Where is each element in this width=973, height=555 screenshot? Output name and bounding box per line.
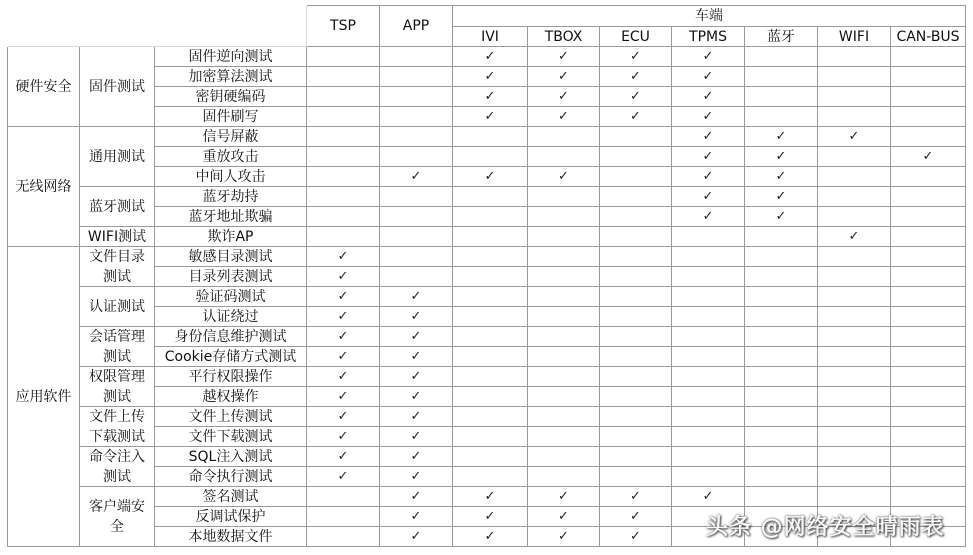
row-11-mark-4 [528, 247, 600, 267]
row-8-mark-3 [453, 187, 528, 207]
row-3-mark-7 [745, 87, 818, 107]
row-18-mark-7 [745, 387, 818, 407]
row-22-mark-2: ✓ [380, 467, 453, 487]
row-14-item: 认证绕过 [155, 307, 307, 327]
group-11: 客户端安 全 [80, 487, 155, 547]
row-14-mark-5 [600, 307, 672, 327]
row-10-mark-4 [528, 227, 600, 247]
header-app: APP [380, 6, 453, 47]
row-10-mark-2 [380, 227, 453, 247]
row-14-mark-7 [745, 307, 818, 327]
row-24-mark-2: ✓ [380, 507, 453, 527]
row-17-item: 平行权限操作 [155, 367, 307, 387]
row-25-mark-5: ✓ [600, 527, 672, 547]
row-3-mark-8 [818, 87, 891, 107]
row-23-item: 签名测试 [155, 487, 307, 507]
group-9: 文件上传 下载测试 [80, 407, 155, 447]
row-23-mark-1 [307, 487, 380, 507]
row-9-item: 蓝牙地址欺骗 [155, 207, 307, 227]
row-18-mark-1: ✓ [307, 387, 380, 407]
row-20-mark-6 [672, 427, 745, 447]
row-9-mark-2 [380, 207, 453, 227]
row-7-mark-6: ✓ [672, 167, 745, 187]
row-18-mark-2: ✓ [380, 387, 453, 407]
row-13-mark-1: ✓ [307, 287, 380, 307]
row-10-mark-1 [307, 227, 380, 247]
row-10-item: 欺诈AP [155, 227, 307, 247]
row-1-mark-1 [307, 47, 380, 67]
row-8-mark-9 [891, 187, 966, 207]
row-14-mark-6 [672, 307, 745, 327]
row-5-mark-1 [307, 127, 380, 147]
row-14-mark-9 [891, 307, 966, 327]
row-17-mark-4 [528, 367, 600, 387]
row-12-mark-9 [891, 267, 966, 287]
row-6-mark-6: ✓ [672, 147, 745, 167]
row-16-mark-4 [528, 347, 600, 367]
row-15-mark-6 [672, 327, 745, 347]
row-12-mark-7 [745, 267, 818, 287]
row-13-mark-3 [453, 287, 528, 307]
header-col-3: ECU [600, 27, 672, 47]
row-5-item: 信号屏蔽 [155, 127, 307, 147]
header-col-4: TPMS [672, 27, 745, 47]
row-9-mark-8 [818, 207, 891, 227]
row-23-mark-5: ✓ [600, 487, 672, 507]
row-25-mark-4: ✓ [528, 527, 600, 547]
row-18-mark-9 [891, 387, 966, 407]
row-7-mark-4: ✓ [528, 167, 600, 187]
group-10: 命令注入 测试 [80, 447, 155, 487]
row-10-mark-3 [453, 227, 528, 247]
row-7-mark-2: ✓ [380, 167, 453, 187]
row-15-mark-5 [600, 327, 672, 347]
row-2-mark-6: ✓ [672, 67, 745, 87]
row-5-mark-2 [380, 127, 453, 147]
header-corner [8, 6, 307, 47]
row-21-mark-6 [672, 447, 745, 467]
row-11-mark-7 [745, 247, 818, 267]
group-6: 认证测试 [80, 287, 155, 327]
row-23-mark-3: ✓ [453, 487, 528, 507]
row-11-mark-6 [672, 247, 745, 267]
row-20-mark-8 [818, 427, 891, 447]
row-23-mark-4: ✓ [528, 487, 600, 507]
row-17-mark-7 [745, 367, 818, 387]
row-6-mark-7: ✓ [745, 147, 818, 167]
row-2-mark-8 [818, 67, 891, 87]
row-19-mark-4 [528, 407, 600, 427]
row-19-mark-3 [453, 407, 528, 427]
row-18-mark-6 [672, 387, 745, 407]
row-6-mark-5 [600, 147, 672, 167]
header-col-2: TBOX [528, 27, 600, 47]
row-16-mark-7 [745, 347, 818, 367]
row-5-mark-5 [600, 127, 672, 147]
row-2-mark-4: ✓ [528, 67, 600, 87]
row-19-mark-7 [745, 407, 818, 427]
row-13-mark-6 [672, 287, 745, 307]
row-12-mark-2 [380, 267, 453, 287]
row-17-mark-8 [818, 367, 891, 387]
row-19-mark-5 [600, 407, 672, 427]
row-10-mark-5 [600, 227, 672, 247]
row-4-mark-1 [307, 107, 380, 127]
row-7-mark-1 [307, 167, 380, 187]
row-25-mark-1 [307, 527, 380, 547]
row-1-mark-9 [891, 47, 966, 67]
row-2-item: 加密算法测试 [155, 67, 307, 87]
row-15-mark-4 [528, 327, 600, 347]
row-20-mark-1: ✓ [307, 427, 380, 447]
row-19-mark-1: ✓ [307, 407, 380, 427]
row-13-mark-7 [745, 287, 818, 307]
row-23-mark-9 [891, 487, 966, 507]
row-8-mark-6: ✓ [672, 187, 745, 207]
row-1-mark-5: ✓ [600, 47, 672, 67]
row-24-mark-5: ✓ [600, 507, 672, 527]
row-21-mark-8 [818, 447, 891, 467]
group-7: 会话管理 测试 [80, 327, 155, 367]
row-3-mark-6: ✓ [672, 87, 745, 107]
row-14-mark-4 [528, 307, 600, 327]
row-22-mark-3 [453, 467, 528, 487]
row-17-mark-9 [891, 367, 966, 387]
row-22-mark-4 [528, 467, 600, 487]
row-16-mark-2: ✓ [380, 347, 453, 367]
row-5-mark-8: ✓ [818, 127, 891, 147]
row-11-mark-9 [891, 247, 966, 267]
row-20-mark-5 [600, 427, 672, 447]
row-22-mark-6 [672, 467, 745, 487]
category-3: 应用软件 [8, 247, 80, 547]
row-11-item: 敏感目录测试 [155, 247, 307, 267]
row-17-mark-1: ✓ [307, 367, 380, 387]
row-3-mark-1 [307, 87, 380, 107]
row-4-mark-7 [745, 107, 818, 127]
row-15-mark-7 [745, 327, 818, 347]
row-10-mark-9 [891, 227, 966, 247]
row-24-mark-4: ✓ [528, 507, 600, 527]
group-3: 蓝牙测试 [80, 187, 155, 227]
row-11-mark-2 [380, 247, 453, 267]
row-14-mark-8 [818, 307, 891, 327]
row-11-mark-8 [818, 247, 891, 267]
row-23-mark-8 [818, 487, 891, 507]
group-2: 通用测试 [80, 127, 155, 187]
row-1-mark-2 [380, 47, 453, 67]
row-16-item: Cookie存储方式测试 [155, 347, 307, 367]
row-20-mark-2: ✓ [380, 427, 453, 447]
row-25-mark-3: ✓ [453, 527, 528, 547]
row-22-mark-1: ✓ [307, 467, 380, 487]
row-1-mark-8 [818, 47, 891, 67]
row-12-mark-1: ✓ [307, 267, 380, 287]
row-21-item: SQL注入测试 [155, 447, 307, 467]
row-20-mark-9 [891, 427, 966, 447]
row-1-mark-3: ✓ [453, 47, 528, 67]
row-16-mark-5 [600, 347, 672, 367]
row-7-mark-5 [600, 167, 672, 187]
row-2-mark-9 [891, 67, 966, 87]
row-4-mark-9 [891, 107, 966, 127]
row-9-mark-1 [307, 207, 380, 227]
category-2: 无线网络 [8, 127, 80, 247]
row-2-mark-5: ✓ [600, 67, 672, 87]
row-21-mark-4 [528, 447, 600, 467]
row-5-mark-6: ✓ [672, 127, 745, 147]
group-8: 权限管理 测试 [80, 367, 155, 407]
row-21-mark-9 [891, 447, 966, 467]
row-21-mark-3 [453, 447, 528, 467]
row-23-mark-2: ✓ [380, 487, 453, 507]
row-13-mark-5 [600, 287, 672, 307]
row-20-item: 文件下载测试 [155, 427, 307, 447]
row-15-mark-9 [891, 327, 966, 347]
row-9-mark-5 [600, 207, 672, 227]
row-19-mark-2: ✓ [380, 407, 453, 427]
row-23-mark-7 [745, 487, 818, 507]
row-18-item: 越权操作 [155, 387, 307, 407]
header-col-1: IVI [453, 27, 528, 47]
row-9-mark-9 [891, 207, 966, 227]
row-15-mark-1: ✓ [307, 327, 380, 347]
row-1-mark-7 [745, 47, 818, 67]
group-4: WIFI测试 [80, 227, 155, 247]
row-5-mark-4 [528, 127, 600, 147]
header-col-5: 蓝牙 [745, 27, 818, 47]
row-4-mark-8 [818, 107, 891, 127]
row-3-mark-3: ✓ [453, 87, 528, 107]
row-16-mark-6 [672, 347, 745, 367]
row-22-mark-7 [745, 467, 818, 487]
row-8-mark-2 [380, 187, 453, 207]
row-19-mark-8 [818, 407, 891, 427]
header-vehicle-group: 车端 [453, 6, 966, 27]
row-17-mark-6 [672, 367, 745, 387]
row-14-mark-1: ✓ [307, 307, 380, 327]
row-16-mark-8 [818, 347, 891, 367]
row-3-mark-4: ✓ [528, 87, 600, 107]
row-16-mark-3 [453, 347, 528, 367]
row-4-item: 固件刷写 [155, 107, 307, 127]
row-3-mark-5: ✓ [600, 87, 672, 107]
row-16-mark-1: ✓ [307, 347, 380, 367]
row-20-mark-4 [528, 427, 600, 447]
row-15-mark-3 [453, 327, 528, 347]
row-3-item: 密钥硬编码 [155, 87, 307, 107]
row-11-mark-3 [453, 247, 528, 267]
row-8-mark-5 [600, 187, 672, 207]
row-8-mark-4 [528, 187, 600, 207]
row-13-mark-9 [891, 287, 966, 307]
row-6-item: 重放攻击 [155, 147, 307, 167]
row-6-mark-3 [453, 147, 528, 167]
row-8-mark-7: ✓ [745, 187, 818, 207]
row-21-mark-5 [600, 447, 672, 467]
row-7-mark-9 [891, 167, 966, 187]
row-2-mark-7 [745, 67, 818, 87]
row-12-mark-3 [453, 267, 528, 287]
row-18-mark-3 [453, 387, 528, 407]
row-4-mark-4: ✓ [528, 107, 600, 127]
row-8-mark-1 [307, 187, 380, 207]
group-1: 固件测试 [80, 47, 155, 127]
header-col-6: WIFI [818, 27, 891, 47]
row-23-mark-6: ✓ [672, 487, 745, 507]
row-22-mark-8 [818, 467, 891, 487]
row-6-mark-2 [380, 147, 453, 167]
row-7-mark-8 [818, 167, 891, 187]
row-13-mark-8 [818, 287, 891, 307]
row-24-item: 反调试保护 [155, 507, 307, 527]
row-22-item: 命令执行测试 [155, 467, 307, 487]
row-8-mark-8 [818, 187, 891, 207]
row-21-mark-7 [745, 447, 818, 467]
group-5: 文件目录 测试 [80, 247, 155, 287]
row-18-mark-8 [818, 387, 891, 407]
row-9-mark-3 [453, 207, 528, 227]
row-9-mark-4 [528, 207, 600, 227]
row-24-mark-3: ✓ [453, 507, 528, 527]
row-2-mark-2 [380, 67, 453, 87]
row-5-mark-3 [453, 127, 528, 147]
row-15-item: 身份信息维护测试 [155, 327, 307, 347]
row-14-mark-2: ✓ [380, 307, 453, 327]
row-18-mark-5 [600, 387, 672, 407]
header-col-7: CAN-BUS [891, 27, 966, 47]
row-3-mark-9 [891, 87, 966, 107]
row-13-mark-4 [528, 287, 600, 307]
category-1: 硬件安全 [8, 47, 80, 127]
row-13-mark-2: ✓ [380, 287, 453, 307]
row-12-mark-8 [818, 267, 891, 287]
row-22-mark-5 [600, 467, 672, 487]
row-1-mark-4: ✓ [528, 47, 600, 67]
row-1-mark-6: ✓ [672, 47, 745, 67]
row-7-mark-3: ✓ [453, 167, 528, 187]
row-4-mark-6: ✓ [672, 107, 745, 127]
row-15-mark-8 [818, 327, 891, 347]
row-11-mark-1: ✓ [307, 247, 380, 267]
row-12-mark-5 [600, 267, 672, 287]
row-4-mark-5: ✓ [600, 107, 672, 127]
row-22-mark-9 [891, 467, 966, 487]
row-6-mark-1 [307, 147, 380, 167]
row-19-mark-9 [891, 407, 966, 427]
row-10-mark-8: ✓ [818, 227, 891, 247]
row-19-mark-6 [672, 407, 745, 427]
row-14-mark-3 [453, 307, 528, 327]
row-7-item: 中间人攻击 [155, 167, 307, 187]
row-13-item: 验证码测试 [155, 287, 307, 307]
row-5-mark-9 [891, 127, 966, 147]
row-12-mark-6 [672, 267, 745, 287]
row-21-mark-1: ✓ [307, 447, 380, 467]
row-4-mark-3: ✓ [453, 107, 528, 127]
row-20-mark-7 [745, 427, 818, 447]
row-3-mark-2 [380, 87, 453, 107]
row-24-mark-1 [307, 507, 380, 527]
row-11-mark-5 [600, 247, 672, 267]
row-12-mark-4 [528, 267, 600, 287]
row-6-mark-9: ✓ [891, 147, 966, 167]
row-2-mark-1 [307, 67, 380, 87]
row-17-mark-5 [600, 367, 672, 387]
row-5-mark-7: ✓ [745, 127, 818, 147]
row-20-mark-3 [453, 427, 528, 447]
row-6-mark-8 [818, 147, 891, 167]
row-25-mark-2: ✓ [380, 527, 453, 547]
row-16-mark-9 [891, 347, 966, 367]
watermark: 头条 @网络安全晴雨表 [706, 515, 945, 540]
row-8-item: 蓝牙劫持 [155, 187, 307, 207]
row-9-mark-7: ✓ [745, 207, 818, 227]
row-19-item: 文件上传测试 [155, 407, 307, 427]
row-17-mark-2: ✓ [380, 367, 453, 387]
row-12-item: 目录列表测试 [155, 267, 307, 287]
row-1-item: 固件逆向测试 [155, 47, 307, 67]
row-2-mark-3: ✓ [453, 67, 528, 87]
header-tsp: TSP [307, 6, 380, 47]
row-21-mark-2: ✓ [380, 447, 453, 467]
row-4-mark-2 [380, 107, 453, 127]
row-18-mark-4 [528, 387, 600, 407]
row-6-mark-4 [528, 147, 600, 167]
row-10-mark-7 [745, 227, 818, 247]
row-17-mark-3 [453, 367, 528, 387]
row-9-mark-6: ✓ [672, 207, 745, 227]
row-7-mark-7: ✓ [745, 167, 818, 187]
row-15-mark-2: ✓ [380, 327, 453, 347]
row-10-mark-6 [672, 227, 745, 247]
row-25-item: 本地数据文件 [155, 527, 307, 547]
